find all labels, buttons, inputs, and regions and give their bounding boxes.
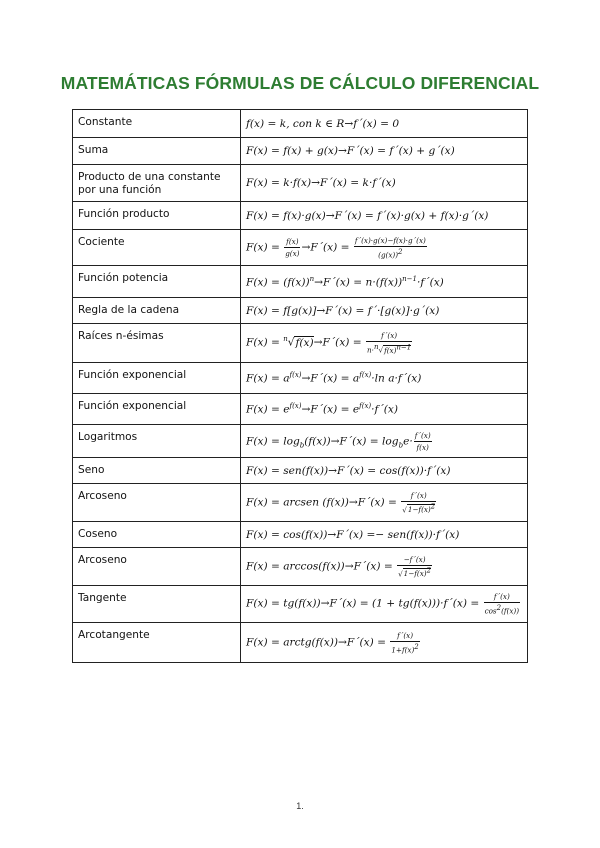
- formula-cell: [241, 425, 528, 458]
- formula-cell: [241, 363, 528, 394]
- formula-expression: $F(x) = a^{f(x)}\to F´(x) = a^{f(x)}\cdot\ln$ a·f´(x): [246, 371, 422, 385]
- formula-name: Regla de la cadena: [73, 298, 241, 324]
- formula-name: Raíces n-ésimas: [73, 324, 241, 363]
- formula-expression: F(x) = f[g(x)]→F´(x) = f´·[g(x)]·g´(x): [246, 304, 440, 317]
- formula-cell: [241, 394, 528, 425]
- formula-cell: [241, 110, 528, 138]
- page-number: 1.: [296, 801, 304, 811]
- formula-name: Cociente: [73, 230, 241, 266]
- table-row: [73, 458, 528, 484]
- formula-expression: F(x) = k·f(x)→F´(x) = k·f´(x): [246, 177, 396, 189]
- formula-cell: [241, 458, 528, 484]
- formula-cell: [241, 138, 528, 165]
- table-row: [73, 138, 528, 165]
- formula-cell: [241, 202, 528, 230]
- table-row: [73, 363, 528, 394]
- formula-cell: [241, 165, 528, 202]
- formula-name: Función producto: [73, 202, 241, 230]
- formula-expression: F(x) = f(x)·g(x)→F´(x) = f´(x)·g(x) + f(x)·g´(x): [246, 209, 489, 222]
- formula-name: Función potencia: [73, 266, 241, 298]
- formula-name: Arcoseno: [73, 484, 241, 522]
- table-row: [73, 425, 528, 458]
- formula-expression: F(x) = arctg(f(x))→F´(x) = $\frac{f´(x)}{1+f(x)^2}$: [246, 630, 419, 655]
- table-row: [73, 230, 528, 266]
- formula-expression: F(x) = sen(f(x))→F´(x) = cos(f(x))·f´(x): [246, 464, 451, 477]
- formula-name: Seno: [73, 458, 241, 484]
- formula-expression: F(x) = $\frac{f(x)}{g(x)}$ →F´(x) = $\frac{f´(x)\cdot g(x)-f(x)\cdot g´(x)}{(g(x))^2}$: [246, 235, 426, 260]
- formula-name: Constante: [73, 110, 241, 138]
- table-row: [73, 623, 528, 663]
- formula-expression: F(x) = arccos(f(x))→F´(x) = $\frac{-f´(x)}{√1-f(x)^2}$: [246, 554, 432, 579]
- page-title: MATEMÁTICAS FÓRMULAS DE CÁLCULO DIFERENCIAL: [60, 73, 540, 93]
- formula-name: Función exponencial: [73, 363, 241, 394]
- formula-cell: [241, 522, 528, 548]
- formula-cell: [241, 324, 528, 363]
- formula-table: [72, 109, 528, 663]
- formula-expression: F(x) = cos(f(x))→F´(x) =− sen(f(x))·f´(x): [246, 528, 460, 541]
- table-row: [73, 266, 528, 298]
- table-row: [73, 548, 528, 586]
- formula-expression: $F(x) = (f(x))^n\to F´(x)$ = $n\cdot(f(x))^{n-1}\cdot f´(x)$: [246, 274, 444, 289]
- formula-cell: [241, 298, 528, 324]
- formula-name: Producto de una constante por una función: [73, 165, 241, 202]
- table-row: [73, 484, 528, 522]
- formula-expression: F(x) = f(x) + g(x)→F´(x) = f´(x) + g´(x): [246, 145, 455, 157]
- formula-name: Tangente: [73, 586, 241, 623]
- table-row: [73, 298, 528, 324]
- formula-expression: $F(x) = \log_b(f(x))\to F´(x) = \log_be\cdot$ $\frac{f´(x)}{f(x)}$: [246, 430, 431, 452]
- table-row: [73, 324, 528, 363]
- formula-cell: [241, 266, 528, 298]
- table-row: [73, 586, 528, 623]
- table-row: [73, 165, 528, 202]
- formula-name: Coseno: [73, 522, 241, 548]
- table-row: [73, 110, 528, 138]
- formula-cell: [241, 484, 528, 522]
- formula-cell: [241, 623, 528, 663]
- formula-name: Arcotangente: [73, 623, 241, 663]
- formula-cell: [241, 230, 528, 266]
- formula-cell: [241, 586, 528, 623]
- table-row: [73, 202, 528, 230]
- formula-name: Logaritmos: [73, 425, 241, 458]
- formula-cell: [241, 548, 528, 586]
- formula-expression: F(x) = arcsen (f(x))→F´(x) = $\frac{f´(x)}{√1-f(x)^2}$: [246, 490, 436, 515]
- table-row: [73, 394, 528, 425]
- formula-expression: F(x) = $^n$√f(x)→F´(x) = $\frac{f´(x)}{n\cdot^n√f(x)^{n-1}}$: [246, 331, 412, 355]
- table-row: [73, 522, 528, 548]
- formula-name: Suma: [73, 138, 241, 165]
- formula-expression: F(x) = tg(f(x))→F´(x) = (1 + tg(f(x)))·f´(x) = $\frac{f´(x)}{\cos^2(f(x))}$: [246, 592, 520, 616]
- formula-name: Arcoseno: [73, 548, 241, 586]
- formula-expression: f(x) = k, con k ∈ R→f´(x) = 0: [246, 117, 400, 130]
- formula-name: Función exponencial: [73, 394, 241, 425]
- formula-expression: $F(x) = e^{f(x)}\to F´(x)$ = $e^{f(x)}\cdot f´(x)$: [246, 402, 398, 416]
